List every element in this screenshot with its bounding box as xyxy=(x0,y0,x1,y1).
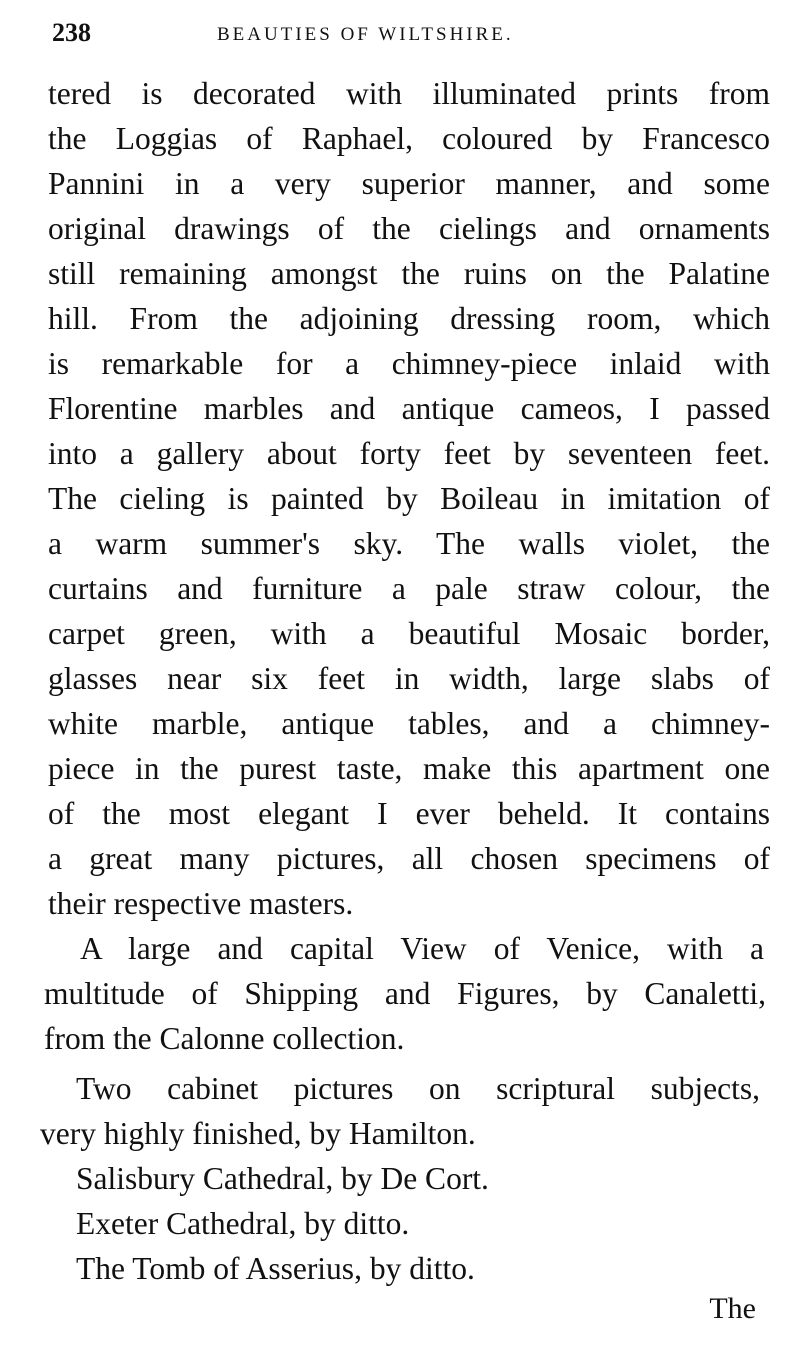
text-line: of the most elegant I ever beheld. It contains xyxy=(48,796,770,831)
text-line: Florentine marbles and antique cameos, I passed xyxy=(48,391,770,426)
text-line: tered is decorated with illuminated prints from xyxy=(48,76,770,111)
text-line: from the Calonne collection. xyxy=(44,1021,405,1056)
text-line: multitude of Shipping and Figures, by Canaletti, xyxy=(44,976,766,1011)
text-line: their respective masters. xyxy=(48,886,354,921)
running-title: BEAUTIES OF WILTSHIRE. xyxy=(217,24,514,45)
text-line: A large and capital View of Venice, with a xyxy=(80,931,764,966)
text-line: Exeter Cathedral, by ditto. xyxy=(76,1206,410,1241)
text-line: carpet green, with a beautiful Mosaic border, xyxy=(48,616,770,651)
text-line: is remarkable for a chimney-piece inlaid with xyxy=(48,346,770,381)
running-header xyxy=(52,18,752,54)
text-line: very highly finished, by Hamilton. xyxy=(40,1116,476,1151)
text-line: a great many pictures, all chosen specimens of xyxy=(48,841,770,876)
text-line: The Tomb of Asserius, by ditto. xyxy=(76,1251,475,1286)
text-line: Two cabinet pictures on scriptural subjects, xyxy=(76,1071,760,1106)
text-line: into a gallery about forty feet by seventeen feet. xyxy=(48,436,770,471)
text-line: Pannini in a very superior manner, and some xyxy=(48,166,770,201)
text-line: original drawings of the cielings and ornaments xyxy=(48,211,770,246)
text-line: glasses near six feet in width, large slabs of xyxy=(48,661,770,696)
text-line: the Loggias of Raphael, coloured by Francesco xyxy=(48,121,770,156)
text-line: white marble, antique tables, and a chimney- xyxy=(48,706,770,741)
text-line: Salisbury Cathedral, by De Cort. xyxy=(76,1161,489,1196)
page-number: 238 xyxy=(52,18,91,47)
text-line: hill. From the adjoining dressing room, which xyxy=(48,301,770,336)
catchword: The xyxy=(709,1292,756,1325)
text-line: a warm summer's sky. The walls violet, the xyxy=(48,526,770,561)
text-line: piece in the purest taste, make this apartment one xyxy=(48,751,770,786)
text-line: still remaining amongst the ruins on the Palatine xyxy=(48,256,770,291)
text-line: The cieling is painted by Boileau in imitation of xyxy=(48,481,770,516)
text-line: curtains and furniture a pale straw colour, the xyxy=(48,571,770,606)
